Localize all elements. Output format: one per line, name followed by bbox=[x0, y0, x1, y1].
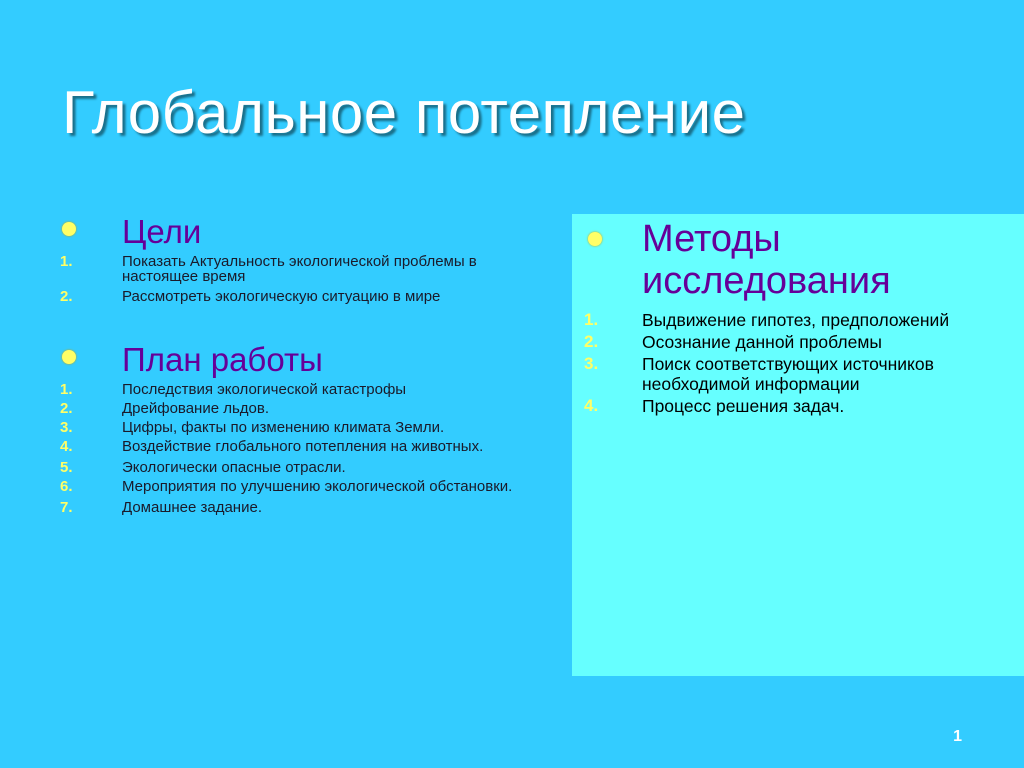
list-item bbox=[58, 382, 528, 397]
item-text: Выдвижение гипотез, предположений bbox=[642, 310, 950, 330]
methods-heading-text: Методы исследования bbox=[642, 218, 891, 302]
item-text: Процесс решения задач. bbox=[642, 396, 845, 416]
item-text: Осознание данной проблемы bbox=[642, 332, 882, 352]
plan-heading bbox=[58, 340, 528, 380]
item-number: 4. bbox=[60, 438, 73, 455]
item-number: 3. bbox=[584, 354, 599, 373]
item-number: 2. bbox=[584, 332, 599, 351]
item-number: 3. bbox=[60, 419, 73, 436]
list-item bbox=[58, 479, 528, 494]
item-number: 5. bbox=[60, 459, 73, 476]
list-item bbox=[58, 289, 528, 304]
list-item bbox=[58, 420, 528, 435]
list-item bbox=[58, 254, 528, 284]
item-number: 1. bbox=[60, 381, 73, 398]
list-item bbox=[58, 460, 528, 475]
item-number: 1. bbox=[60, 253, 73, 270]
item-text: Рассмотреть экологическую ситуацию в мире bbox=[122, 288, 441, 305]
page-number: 1 bbox=[953, 728, 962, 745]
methods-list bbox=[572, 310, 1024, 416]
goals-list bbox=[58, 254, 528, 304]
item-text: Воздействие глобального потепления на животных. bbox=[122, 438, 484, 455]
item-text: Последствия экологической катастрофы bbox=[122, 381, 407, 398]
goals-heading bbox=[58, 212, 528, 252]
list-item bbox=[572, 332, 1024, 352]
list-item bbox=[572, 354, 1024, 394]
methods-heading bbox=[572, 218, 942, 302]
item-text: Домашнее задание. bbox=[122, 499, 262, 516]
item-text: Дрейфование льдов. bbox=[122, 400, 270, 417]
item-text: Цифры, факты по изменению климата Земли. bbox=[122, 419, 445, 436]
item-text: Показать Актуальность экологической проблемы в настоящее время bbox=[122, 253, 477, 285]
slide-title: Глобальное потепление bbox=[62, 79, 746, 146]
plan-list bbox=[58, 382, 528, 515]
bullet-icon bbox=[62, 222, 76, 236]
item-number: 1. bbox=[584, 310, 599, 329]
item-number: 6. bbox=[60, 478, 73, 495]
list-item bbox=[572, 396, 1024, 416]
item-number: 2. bbox=[60, 400, 73, 417]
plan-heading-text: План работы bbox=[122, 341, 323, 378]
item-number: 2. bbox=[60, 288, 73, 305]
bullet-icon bbox=[62, 350, 76, 364]
bullet-icon bbox=[588, 232, 602, 246]
methods-panel bbox=[572, 214, 1024, 676]
item-text: Мероприятия по улучшению экологической обстановки. bbox=[122, 478, 513, 495]
item-text: Экологически опасные отрасли. bbox=[122, 459, 346, 476]
left-column bbox=[58, 212, 528, 521]
item-text: Поиск соответствующих источников необходимой информации bbox=[642, 354, 934, 394]
list-item bbox=[58, 500, 528, 515]
list-item bbox=[58, 439, 528, 454]
item-number: 7. bbox=[60, 499, 73, 516]
list-item bbox=[572, 310, 1024, 330]
item-number: 4. bbox=[584, 396, 599, 415]
goals-heading-text: Цели bbox=[122, 213, 202, 250]
list-item bbox=[58, 401, 528, 416]
